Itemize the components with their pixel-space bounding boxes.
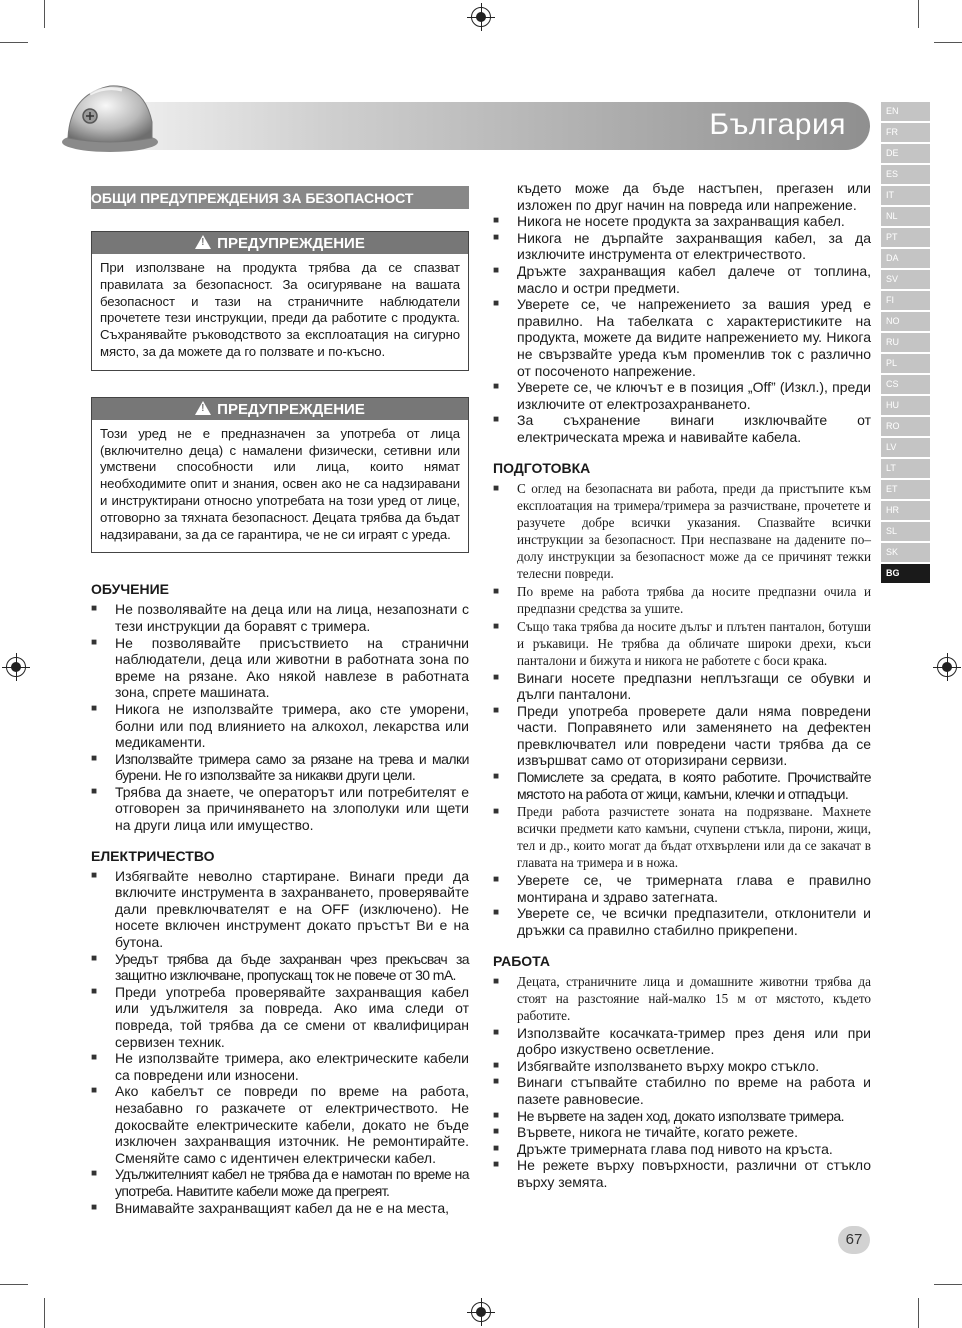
warning-box (91, 397, 469, 554)
subsection-title: РАБОТА (493, 952, 550, 969)
safety-helmet-icon (60, 72, 160, 158)
subsection-title: ОБУЧЕНИЕ (91, 581, 169, 598)
warning-triangle-icon (195, 401, 211, 415)
list-item: ■ Уредът трябва да бъде захранван чрез прекъсвач за защитно изключване, пропускащ ток не повече от 30 mA. (91, 951, 469, 984)
warning-box (91, 231, 469, 371)
list-item: ■ Не вървете на заден ход, докато използвате тримера. (493, 1108, 871, 1125)
list-item: ■ Преди употреба проверявайте захранващия кабел или удължителя за повреда. Ако има следи от повреда, той трябва да се смени от квалифициран сервизен техник. (91, 984, 469, 1050)
lang-tab-ru[interactable]: RU (881, 333, 930, 352)
page-number: 67 (838, 1226, 870, 1254)
list-item: ■ Вървете, никога не тичайте, когато режете. (493, 1124, 871, 1141)
list-item: ■ Също така трябва да носите дълъг и плътен панталон, ботуши и ръкавици. Не трябва да обличате широки дрехи, къси панталони и бижута и никога не работете с боси крака. (493, 618, 871, 669)
list-item: ■ Уверете се, че напрежението за вашия уред е правилно. На табелката с характеристиките на продукта, можете да видите напрежението му. Никога не свързвайте уреда към променлив ток с различно от посоченото напрежение. (493, 296, 871, 379)
lang-tab-de[interactable]: DE (881, 144, 930, 163)
lang-tab-da[interactable]: DA (881, 249, 930, 268)
lang-tab-sv[interactable]: SV (881, 270, 930, 289)
language-tabs (881, 102, 930, 585)
lang-tab-lt[interactable]: LT (881, 459, 930, 478)
list-item: ■ Не режете върху повърхности, различни от стъкло върху земята. (493, 1157, 871, 1190)
warning-triangle-icon (195, 235, 211, 249)
crop-mark (0, 42, 28, 43)
list-item: ■ Удължителният кабел не трябва да е намотан по време на употреба. Навитите кабели може да прегреят. (91, 1166, 469, 1199)
registration-mark-icon (6, 657, 26, 677)
crop-mark (0, 1284, 28, 1285)
registration-mark-icon (471, 7, 491, 27)
lang-tab-sl[interactable]: SL (881, 522, 930, 541)
registration-mark-icon (937, 657, 957, 677)
lang-tab-nl[interactable]: NL (881, 207, 930, 226)
list-item: ■ Не използвайте тримера, ако електрическите кабели са повредени или износени. (91, 1050, 469, 1083)
list-item: ■ Не позволявайте присъствието на странични наблюдатели, деца или животни в работната зона по време на рязане. Ако някой навлезе в работната зона, спрете машината. (91, 635, 469, 701)
lang-tab-fr[interactable]: FR (881, 123, 930, 142)
list-item: ■ Използвайте тримера само за рязане на трева и малки бурени. Не го използвайте за никакви други цели. (91, 751, 469, 784)
warning-title: ПРЕДУПРЕЖДЕНИЕ (217, 235, 365, 252)
lang-tab-hu[interactable]: HU (881, 396, 930, 415)
lang-tab-bg[interactable]: BG (881, 564, 930, 583)
list-item: ■ За съхранение винаги изключвайте от електрическата мрежа и навивайте кабела. (493, 412, 871, 445)
list-item: ■ С оглед на безопасната ви работа, преди да пристъпите към експлоатация на тримера/тримера за разчистване, прочетете и разучете добре всички указания. Спазвайте всички инструкции за безопасност. При неспазване на дадените по–долу инструкции за безопасност може да се причинят тежки телесни повреди. (493, 480, 871, 582)
operation-list (493, 973, 871, 1191)
warning-header (92, 232, 468, 254)
crop-mark (934, 42, 962, 43)
electricity-list-continued (493, 213, 871, 445)
crop-mark (918, 0, 919, 28)
lang-tab-sk[interactable]: SK (881, 543, 930, 562)
list-item: ■ Уверете се, че тримерната глава е правилно монтирана и здраво затегната. (493, 872, 871, 905)
lang-tab-pt[interactable]: PT (881, 228, 930, 247)
warning-text: Този уред не е предназначен за употреба от лица (включително деца) с намалени физически, сетивни или умствени способности или лица, които нямат необходимите опит и знания, освен ако не са надзиравани и инструктирани относно употребата на този уред от лице, отговорно за тяхната безопасност. Децата трябва да бъдат надзиравани, за да се гарантира, че не си играят с уреда. (100, 425, 460, 542)
crop-mark (918, 1298, 919, 1328)
lang-tab-es[interactable]: ES (881, 165, 930, 184)
preparation-list (493, 480, 871, 939)
warning-title: ПРЕДУПРЕЖДЕНИЕ (217, 400, 365, 418)
training-list (91, 601, 469, 833)
subsection-title: ПОДГОТОВКА (493, 459, 591, 476)
list-item: ■ Уверете се, че ключът е в позиция „Off” (Изкл.), преди изключите от електрозахранването. (493, 379, 871, 412)
lang-tab-it[interactable]: IT (881, 186, 930, 205)
section-title: ОБЩИ ПРЕДУПРЕЖДЕНИЯ ЗА БЕЗОПАСНОСТ (91, 186, 469, 209)
list-item: ■ Ако кабелът се повреди по време на работа, незабавно го разкачете от електричеството. Не докосвайте електрическите кабели, докато не бъде изключен захранващия източник. Не ремонтирайте. Сменяйте само с идентичен електрически кабел. (91, 1083, 469, 1166)
lang-tab-hr[interactable]: HR (881, 501, 930, 520)
list-item: ■ Уверете се, че всички предпазители, отклонители и дръжки са правилно стабилно прикрепени. (493, 905, 871, 938)
list-item: ■ Избягвайте неволно стартиране. Винаги преди да включите инструмента в захранването, проверявайте дали превключвателят е на OFF (изключено). Не носете включен инструмент докато пръстът Ви е на бутона. (91, 868, 469, 951)
list-item: ■ Внимавайте захранващият кабел да не е на места, (91, 1200, 469, 1217)
page-title: България (709, 108, 846, 141)
left-column (91, 186, 469, 1216)
list-item: ■ Дръжте захранващия кабел далече от топлина, масло и остри предмети. (493, 263, 871, 296)
crop-mark (44, 1298, 45, 1328)
list-item: ■ Никога не използвайте тримера, ако сте уморени, болни или под влиянието на алкохол, лекарства или медикаменти. (91, 701, 469, 751)
list-item: ■ Дръжте тримерната глава под нивото на кръста. (493, 1141, 871, 1158)
list-item: ■ Децата, страничните лица и домашните животни трябва да стоят на разстояние най-малко 15 м от мястото, където работите. (493, 973, 871, 1024)
list-item: ■ Винаги носете предпазни неплъзгащи се обувки и дълги панталони. (493, 670, 871, 703)
list-item: ■ По време на работа трябва да носите предпазни очила и предпазни средства за ушите. (493, 583, 871, 617)
header-banner (96, 102, 870, 150)
continued-text: където може да бъде настъпен, прегазен или изложен по друг начин на повреда или напрежение. (517, 180, 871, 213)
list-item: ■ Преди работа разчистете зоната на подрязване. Махнете всички предмети като камъни, счупени стъкла, пирони, жици, тел и др., които могат да бъдат отхвърлени или да се закачат в главата на тримера и в ножа. (493, 803, 871, 871)
list-item: ■ Преди употреба проверете дали няма повредени части. Поправянето или заменянето на дефектен превключвател или повредени части трябва да се извършват само от оторизирани сервизи. (493, 703, 871, 769)
list-item: ■ Използвайте косачката-тример през деня или при добро изкуствено осветление. (493, 1025, 871, 1058)
lang-tab-lv[interactable]: LV (881, 438, 930, 457)
registration-mark-icon (471, 1302, 491, 1322)
crop-mark (934, 1284, 962, 1285)
lang-tab-fi[interactable]: FI (881, 291, 930, 310)
list-item: ■ Не позволявайте на деца или на лица, незапознати с тези инструкции да боравят с тримера. (91, 601, 469, 634)
lang-tab-no[interactable]: NO (881, 312, 930, 331)
lang-tab-et[interactable]: ET (881, 480, 930, 499)
crop-mark (44, 0, 45, 28)
list-item: ■ Никога не носете продукта за захранващия кабел. (493, 213, 871, 230)
lang-tab-cs[interactable]: CS (881, 375, 930, 394)
lang-tab-en[interactable]: EN (881, 102, 930, 121)
list-item: ■ Винаги стъпвайте стабилно по време на работа и пазете равновесие. (493, 1074, 871, 1107)
list-item: ■ Помислете за средата, в която работите. Прочиствайте мястото на работа от жици, камъни, клечки и отпадъци. (493, 769, 871, 802)
lang-tab-ro[interactable]: RO (881, 417, 930, 436)
list-item: ■ Никога не дърпайте захранващия кабел, за да изключите инструмента от електричеството. (493, 230, 871, 263)
electricity-list (91, 868, 469, 1216)
list-item: ■ Трябва да знаете, че операторът или потребителят е отговорен за причиняването на злополуки или щети на други лица или имущество. (91, 784, 469, 834)
subsection-title: ЕЛЕКТРИЧЕСТВО (91, 847, 215, 864)
warning-header (92, 398, 468, 420)
warning-text: При използване на продукта трябва да се спазват правилата за безопасност. За осигуряване на вашата безопасност и тази на страничните наблюдатели прочетете тези инструкции, преди да работите с продукта. Съхранявайте ръководството за експлоатация на сигурно място, за да можете да го ползвате и по-късно. (100, 260, 460, 359)
right-column (493, 180, 871, 1191)
lang-tab-pl[interactable]: PL (881, 354, 930, 373)
list-item: ■ Избягвайте използването върху мокро стъкло. (493, 1058, 871, 1075)
